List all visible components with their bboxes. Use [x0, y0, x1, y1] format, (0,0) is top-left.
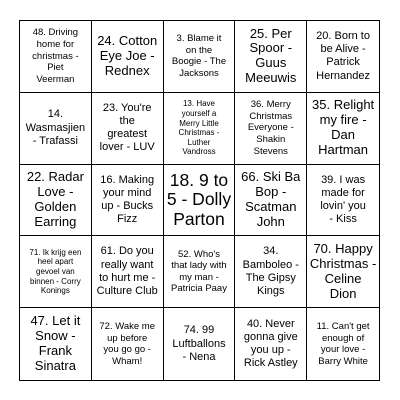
bingo-cell[interactable] — [92, 21, 164, 93]
bingo-cell[interactable] — [235, 165, 307, 237]
bingo-cell[interactable] — [164, 308, 236, 380]
bingo-cell-text: 3. Blame it on the Boogie - The Jacksons — [171, 33, 227, 79]
bingo-cell-text: 36. Merry Christmas Everyone - Shakin Stevens — [247, 99, 294, 157]
bingo-cell[interactable] — [164, 21, 236, 93]
bingo-cell-text: 18. 9 to 5 - Dolly Parton — [166, 169, 232, 229]
bingo-cell-text: 11. Can't get enough of your love - Barry White — [316, 320, 370, 367]
bingo-cell-text: 52. Who's that lady with my man - Patricia Paay — [171, 248, 227, 295]
bingo-cell-text: 22. Radar Love - Golden Earring — [26, 169, 84, 229]
bingo-cell[interactable] — [307, 21, 379, 93]
bingo-cell[interactable] — [20, 93, 92, 165]
bingo-cell-text: 70. Happy Christmas - Celine Dion — [309, 240, 377, 301]
bingo-cell-text: 61. Do you really want to hurt me - Culture Club — [96, 245, 158, 297]
bingo-cell-text: 23. You're the greatest lover - LUV — [99, 101, 155, 154]
bingo-cell[interactable] — [164, 236, 236, 308]
bingo-cell-text: 13. Have yourself a Merry Little Christmas - Luther Vandross — [178, 99, 220, 157]
bingo-cell[interactable] — [92, 165, 164, 237]
bingo-cell[interactable] — [235, 236, 307, 308]
bingo-cell[interactable] — [92, 93, 164, 165]
bingo-cell[interactable] — [20, 21, 92, 93]
bingo-cell-text: 48. Driving home for christmas - Piet Veerman — [32, 27, 79, 85]
bingo-cell[interactable] — [20, 308, 92, 380]
bingo-cell[interactable] — [235, 93, 307, 165]
bingo-cell[interactable] — [92, 308, 164, 380]
bingo-cell[interactable] — [20, 165, 92, 237]
bingo-cell[interactable] — [164, 165, 236, 237]
bingo-cell[interactable] — [164, 93, 236, 165]
bingo-cell-text: 39. I was made for lovin' you - Kiss — [320, 173, 366, 226]
bingo-cell-text: 20. Born to be Alive - Patrick Hernandez — [316, 30, 370, 82]
bingo-cell-text: 47. Let it Snow - Frank Sinatra — [30, 313, 81, 374]
bingo-cell[interactable] — [307, 165, 379, 237]
bingo-cell-text: 71. Ik krijg een heel apart gevoel van binnen - Corry Konings — [29, 247, 82, 296]
bingo-cell-text: 24. Cotton Eye Joe - Rednex — [97, 32, 158, 78]
bingo-cell-text: 72. Wake me up before you go go - Wham! — [99, 320, 155, 367]
bingo-cell[interactable] — [307, 236, 379, 308]
bingo-cell[interactable] — [307, 308, 379, 380]
bingo-cell[interactable] — [20, 236, 92, 308]
bingo-cell-text: 35. Relight my fire - Dan Hartman — [312, 97, 375, 158]
bingo-cell-text: 66. Ski Ba Bop - Scatman John — [241, 169, 301, 229]
bingo-cell-text: 40. Never gonna give you up - Rick Astley — [243, 317, 298, 370]
bingo-cell[interactable] — [235, 21, 307, 93]
bingo-cell[interactable] — [307, 93, 379, 165]
bingo-cell-text: 14. Wasmasjien - Trafassi — [25, 108, 86, 147]
bingo-card — [19, 20, 380, 381]
bingo-cell-text: 16. Making your mind up - Bucks Fizz — [100, 173, 155, 226]
bingo-cell[interactable] — [235, 308, 307, 380]
bingo-cell[interactable] — [92, 236, 164, 308]
bingo-cell-text: 74. 99 Luftballons - Nena — [172, 324, 226, 363]
bingo-cell-text: 34. Bamboleo - The Gipsy Kings — [242, 245, 299, 297]
bingo-cell-text: 25. Per Spoor - Guus Meeuwis — [245, 25, 297, 86]
